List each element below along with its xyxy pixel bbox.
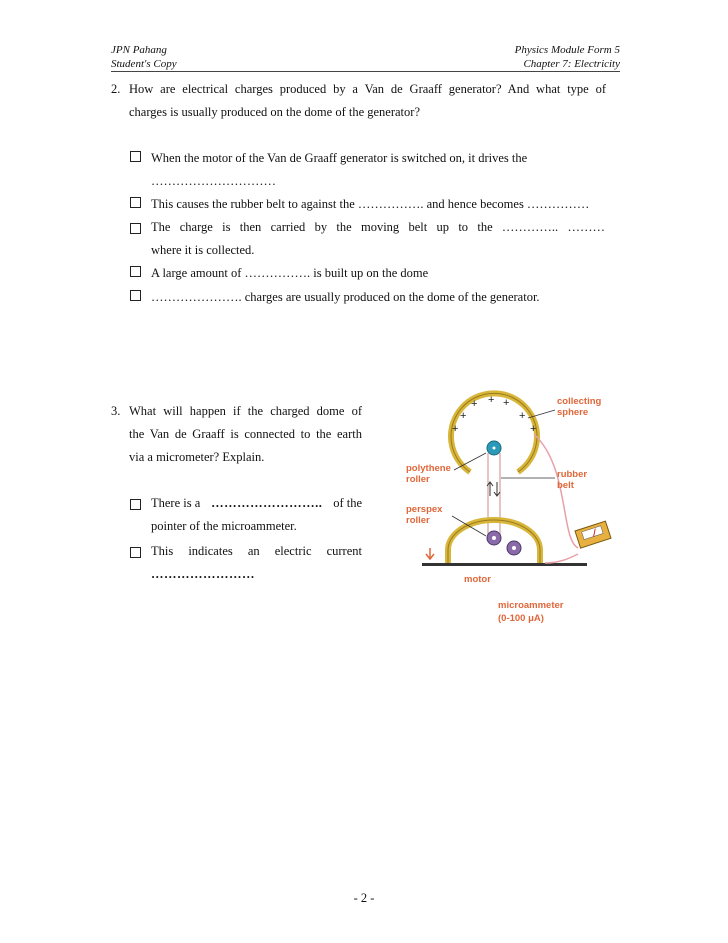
q3-b2-line1: This indicates an electric current — [151, 544, 362, 558]
q2-bullet-2 — [130, 193, 605, 216]
page-number: - 2 - — [353, 891, 375, 905]
checkbox-icon — [130, 290, 141, 301]
q2-b5-text: charges are usually produced on the dome of the generator. — [241, 290, 540, 304]
plus-sign: + — [488, 394, 495, 406]
label-sphere: sphere — [557, 407, 589, 418]
roller-axle — [493, 447, 496, 450]
checkbox-icon — [130, 197, 141, 208]
header-left — [111, 43, 177, 71]
plus-sign: + — [460, 410, 467, 422]
header-school: JPN Pahang — [111, 44, 167, 56]
van-de-graaff-diagram — [400, 388, 620, 628]
q2-b4-text: A large amount of ……………. is built up on the dome — [151, 266, 429, 280]
q3-b1-a: There is a — [151, 496, 201, 510]
label-polythene: polythene — [406, 463, 451, 474]
microammeter-icon — [575, 521, 611, 548]
label-microammeter: microammeter — [498, 600, 564, 611]
q2-bullet-3 — [130, 216, 605, 262]
q2-b1-line2: ………………………… — [151, 174, 276, 188]
q2-b3-line1: The charge is then carried by the moving belt up to the ………….. ……… — [151, 220, 605, 234]
label-motor: motor — [464, 574, 491, 585]
plus-sign: + — [452, 423, 459, 435]
checkbox-icon — [130, 151, 141, 162]
q3-b1-b: of the — [333, 496, 362, 510]
plus-sign: + — [503, 397, 510, 409]
wire — [534, 434, 578, 548]
checkbox-icon — [130, 499, 141, 510]
belt-down-arrow-icon — [494, 482, 500, 496]
q3-number: 3. — [111, 404, 121, 418]
earth-arrow-icon — [426, 548, 434, 559]
plus-sign: + — [471, 398, 478, 410]
q2-b1-line1: When the motor of the Van de Graaff generator is switched on, it drives the — [151, 151, 528, 165]
q2-number: 2. — [111, 82, 121, 96]
q2-bullet-5 — [130, 286, 610, 309]
wire — [545, 554, 578, 563]
header-right — [515, 43, 620, 71]
q2-line1: How are electrical charges produced by a Van de Graaff generator? And what type of — [129, 82, 606, 96]
q3-question — [129, 400, 362, 469]
q3-line3: via a micrometer? Explain. — [129, 450, 265, 464]
header-rule — [111, 71, 620, 72]
q3-bullet-2 — [130, 540, 362, 586]
q2-bullet-4 — [130, 262, 605, 285]
header-module: Physics Module Form 5 — [514, 44, 620, 56]
q2-line2: charges is usually produced on the dome of the generator? — [129, 105, 420, 119]
q3-b1-line2: pointer of the microammeter. — [151, 519, 297, 533]
plus-sign: + — [530, 423, 537, 435]
plus-sign: + — [519, 410, 526, 422]
label-rubber: rubber — [557, 469, 588, 480]
checkbox-icon — [130, 547, 141, 558]
checkbox-icon — [130, 223, 141, 234]
q3-b2-line2: …………………… — [151, 567, 255, 581]
label-range: (0-100 μA) — [498, 613, 544, 624]
header-chapter: Chapter 7: Electricity — [523, 58, 620, 70]
label-polythene-roller: roller — [406, 474, 430, 485]
label-perspex: perspex — [406, 504, 443, 515]
header-copy: Student's Copy — [111, 58, 177, 70]
q2-b2-text: This causes the rubber belt to against the ……………. and hence becomes …………… — [151, 197, 590, 211]
q2-b3-line2: where it is collected. — [151, 243, 255, 257]
label-collecting: collecting — [557, 396, 602, 407]
q3-line1: What will happen if the charged dome of — [129, 404, 362, 418]
q2-bullet-1 — [130, 147, 605, 193]
ground-plate — [422, 563, 587, 566]
q2-question — [129, 78, 606, 124]
label-belt: belt — [557, 480, 574, 491]
label-perspex-roller: roller — [406, 515, 430, 526]
checkbox-icon — [130, 266, 141, 277]
roller-axle — [492, 536, 496, 540]
roller-axle — [512, 546, 516, 550]
q3-line2: the Van de Graaff is connected to the earth — [129, 427, 362, 441]
q3-b1-blank: …………………….. — [211, 496, 323, 510]
q2-b5-blank: …………………. — [151, 290, 242, 304]
q3-bullet-1 — [130, 492, 362, 538]
